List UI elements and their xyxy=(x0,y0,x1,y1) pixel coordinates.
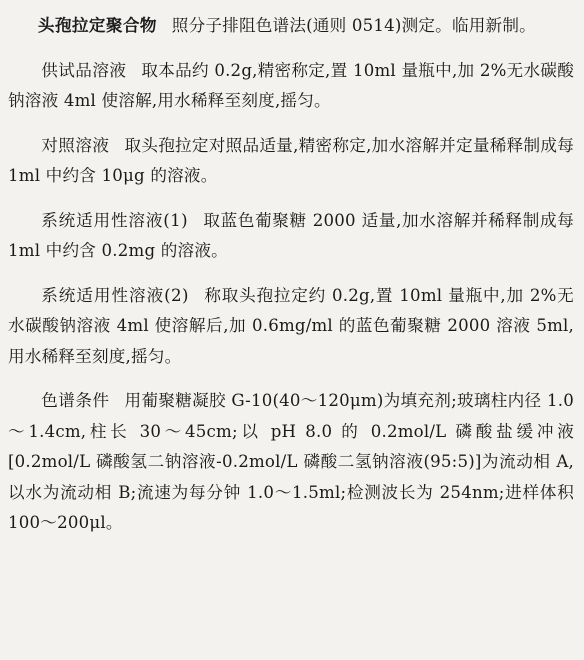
paragraph-text: 取本品约 0.2g,精密称定,置 10ml 量瓶中,加 2%无水碳酸钠溶液 4ml 使溶解,用水稀释至刻度,摇匀。 xyxy=(8,60,574,110)
paragraph-cefradine-polymer xyxy=(8,10,574,42)
paragraph-text: 照分子排阻色谱法(通则 0514)测定。临用新制。 xyxy=(171,16,536,35)
paragraph-chromatographic-conditions xyxy=(8,386,574,539)
section-heading: 系统适用性溶液(2) xyxy=(41,285,189,305)
section-heading: 色谱条件 xyxy=(41,391,110,410)
paragraph-test-solution xyxy=(8,56,574,117)
paragraph-system-suitability-2 xyxy=(8,281,574,373)
section-heading: 对照溶液 xyxy=(41,135,110,155)
section-heading: 头孢拉定聚合物 xyxy=(37,15,157,35)
paragraph-text: 称取头孢拉定约 0.2g,置 10ml 量瓶中,加 2%无水碳酸钠溶液 4ml 使溶解后,加 0.6mg/ml 的蓝色葡聚糖 2000 溶液 5ml,用水稀释至刻度,摇匀。 xyxy=(8,285,574,366)
paragraph-text: 用葡聚糖凝胶 G-10(40～120μm)为填充剂;玻璃柱内径 1.0～1.4cm,柱长 30～45cm;以 pH 8.0 的 0.2mol/L 磷酸盐缓冲液[0.2mol/L 磷酸氢二钠溶液-0.2mol/L 磷酸二氢钠溶液(95:5)]为流动相 A,以水为流动相 B;流速为每分钟 1.0～1.5ml;检测波长为 254nm;进样体积 100～200μl。 xyxy=(8,391,574,532)
paragraph-system-suitability-1 xyxy=(8,206,574,267)
section-heading: 系统适用性溶液(1) xyxy=(41,210,188,230)
paragraph-reference-solution xyxy=(8,131,574,192)
section-heading: 供试品溶液 xyxy=(41,60,127,80)
paragraph-text: 取蓝色葡聚糖 2000 适量,加水溶解并稀释制成每 1ml 中约含 0.2mg 的溶液。 xyxy=(8,210,574,260)
paragraph-text: 取头孢拉定对照品适量,精密称定,加水溶解并定量稀释制成每 1ml 中约含 10μg 的溶液。 xyxy=(8,135,574,185)
